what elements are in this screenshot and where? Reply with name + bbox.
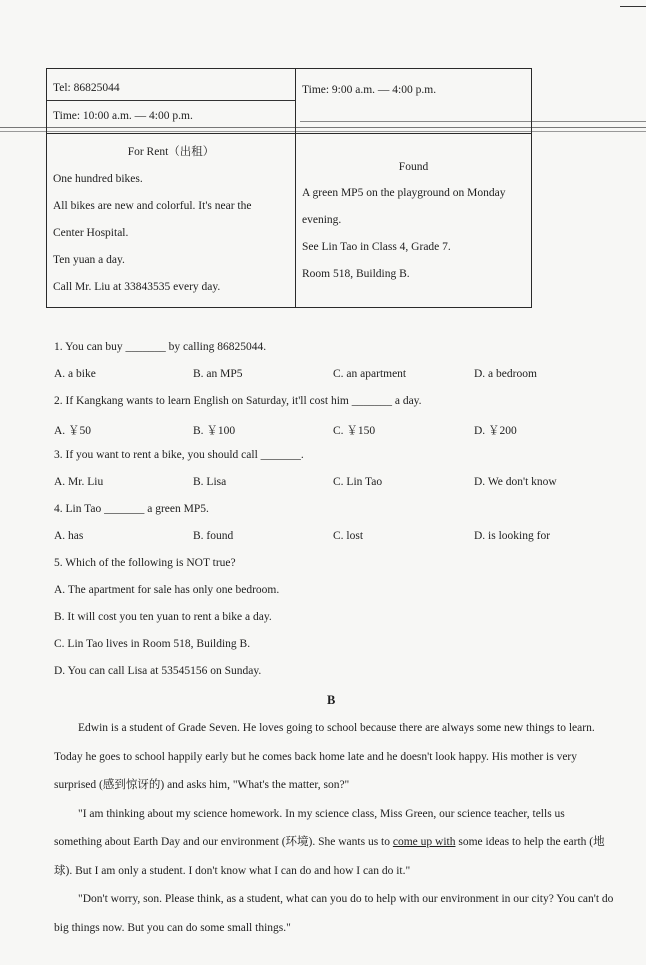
found-line: See Lin Tao in Class 4, Grade 7. <box>302 241 451 253</box>
option: A. a bike <box>54 368 96 380</box>
option: D. a bedroom <box>474 368 537 380</box>
option: C. an apartment <box>333 368 407 380</box>
option: B. Lisa <box>193 476 227 488</box>
scan-corner-mark <box>620 6 646 7</box>
underlined-phrase: come up with <box>392 836 456 848</box>
question-stem: 2. If Kangkang wants to learn English on Saturday, it'll cost him _______ a day. <box>54 395 422 407</box>
option: B. an MP5 <box>193 368 243 380</box>
option: C. Lin Tao <box>333 476 383 488</box>
option: C. lost <box>333 530 364 542</box>
option: A. Mr. Liu <box>54 476 104 488</box>
question-stem: 5. Which of the following is NOT true? <box>54 557 236 569</box>
table-row-divider <box>47 133 532 134</box>
found-line: evening. <box>302 214 342 226</box>
found-line: A green MP5 on the playground on Monday <box>302 187 506 199</box>
time-cell-right: Time: 9:00 a.m. — 4:00 p.m. <box>302 84 437 96</box>
option: D. is looking for <box>474 530 551 542</box>
passage-text: some ideas to help the earth (地球). But I am only a student. I don't know what I can do and how I can do it." <box>54 836 605 877</box>
question-stem: 3. If you want to rent a bike, you should call _______. <box>54 449 304 461</box>
option: B. found <box>193 530 234 542</box>
option: C. ￥150 <box>333 425 376 437</box>
passage-paragraph: Edwin is a student of Grade Seven. He loves going to school because there are always some new things to learn. Today he goes to school happily early but he comes back home late and he doesn't look happy. His mother is very surprised (感到惊讶的) and asks him, "What's the matter, son?" <box>54 722 595 791</box>
rent-title: For Rent（出租） <box>127 146 215 158</box>
option: C. Lin Tao lives in Room 518, Building B. <box>54 638 251 650</box>
time-cell-left: Time: 10:00 a.m. — 4:00 p.m. <box>53 110 193 122</box>
section-heading: B <box>327 693 336 707</box>
rent-line: One hundred bikes. <box>53 173 143 185</box>
option: B. ￥100 <box>193 425 236 437</box>
option: A. has <box>54 530 84 542</box>
question-stem: 1. You can buy _______ by calling 86825044. <box>54 341 267 353</box>
found-title: Found <box>398 161 429 173</box>
found-line: Room 518, Building B. <box>302 268 410 280</box>
option: D. We don't know <box>474 476 557 488</box>
table-row-divider <box>47 100 295 101</box>
tel-cell: Tel: 86825044 <box>53 82 120 94</box>
table-divider <box>295 68 296 308</box>
option: A. The apartment for sale has only one bedroom. <box>54 584 280 596</box>
question-stem: 4. Lin Tao _______ a green MP5. <box>54 503 209 515</box>
passage <box>54 714 614 942</box>
passage-paragraph <box>54 800 614 886</box>
option: B. It will cost you ten yuan to rent a bike a day. <box>54 611 272 623</box>
rent-line: Center Hospital. <box>53 227 129 239</box>
passage-paragraph: "Don't worry, son. Please think, as a student, what can you do to help with our environment in our city? You can't do big things now. But you can do some small things." <box>54 893 614 934</box>
rent-line: All bikes are new and colorful. It's near the <box>53 200 252 212</box>
option: D. ￥200 <box>474 425 517 437</box>
option: A. ￥50 <box>54 425 92 437</box>
rent-line: Call Mr. Liu at 33843535 every day. <box>53 281 221 293</box>
rent-line: Ten yuan a day. <box>53 254 125 266</box>
option: D. You can call Lisa at 53545156 on Sunday. <box>54 665 262 677</box>
passage-text: "I am thinking about my science homework. In my science class, Miss Green, our science teacher, tells us something about Earth Day and our environment (环境). She wants us to <box>54 807 565 848</box>
